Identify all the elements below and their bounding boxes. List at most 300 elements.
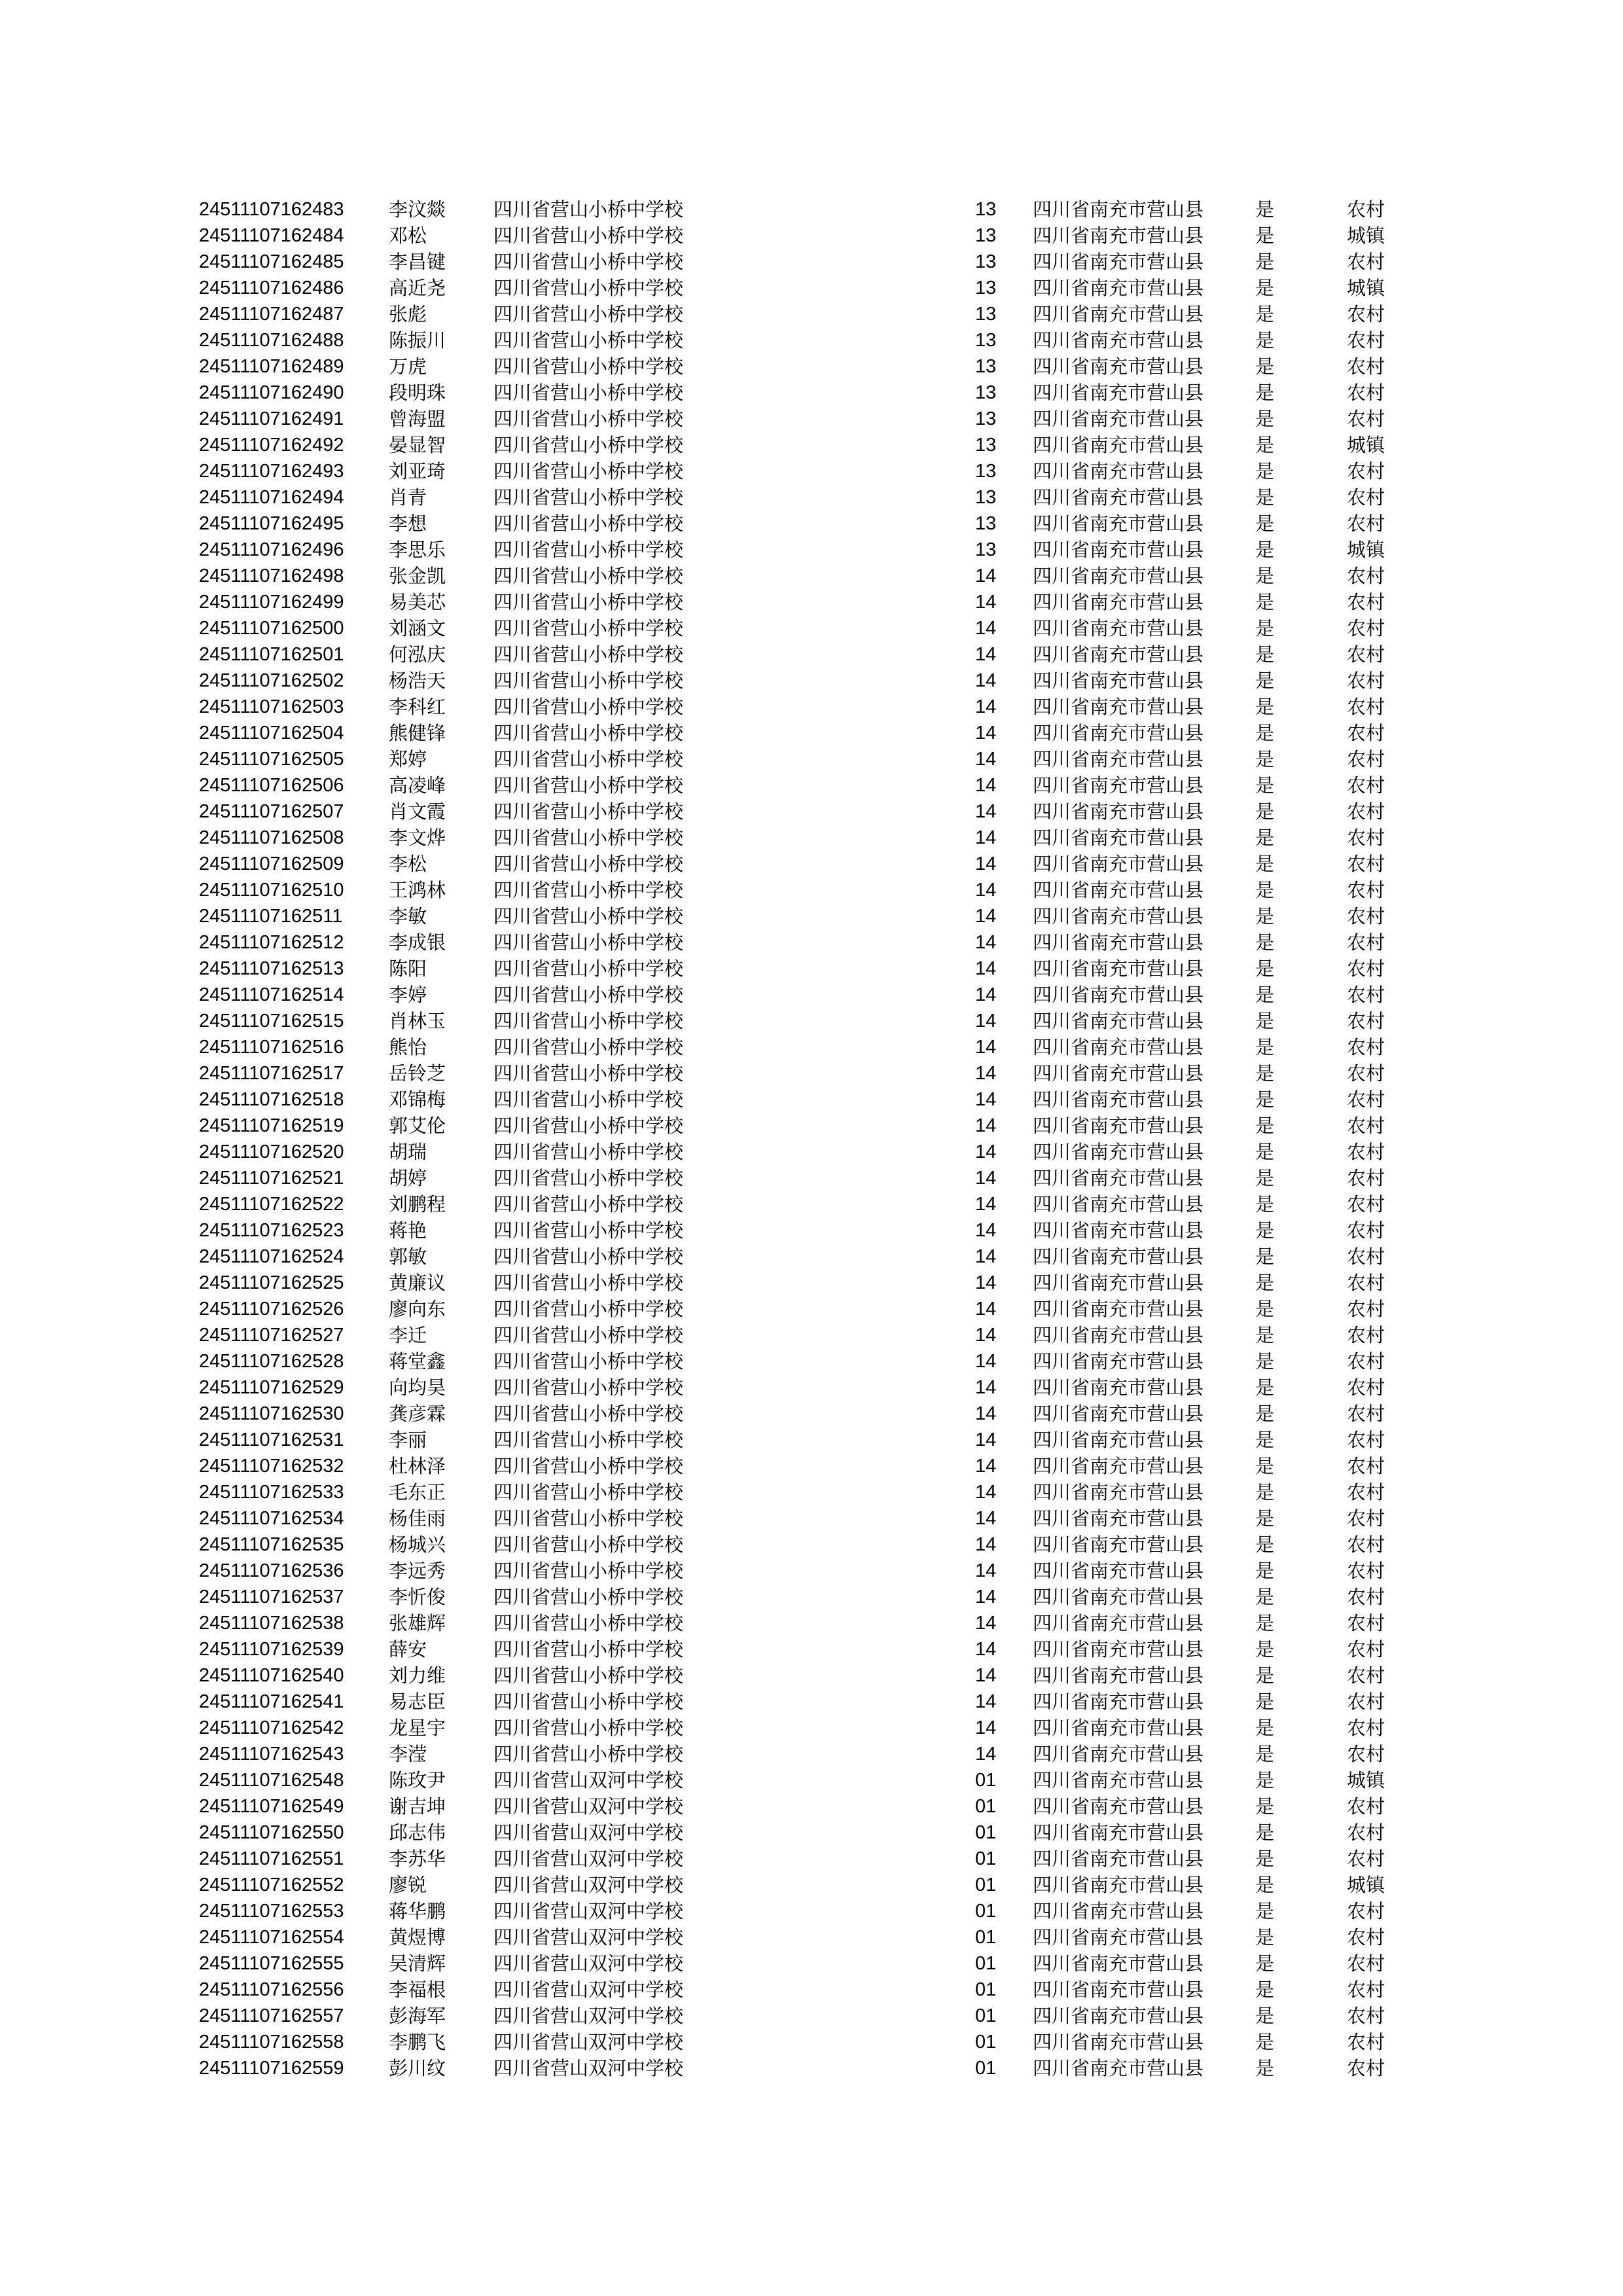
cell-flag: 是 [1255, 1193, 1275, 1215]
cell-student-name: 彭川纹 [389, 2057, 446, 2079]
table-row [199, 929, 1429, 956]
cell-exam-id: 24511107162532 [199, 1456, 344, 1477]
cell-area-type: 农村 [1347, 198, 1385, 221]
cell-area-type: 农村 [1347, 460, 1385, 482]
cell-flag: 是 [1255, 1481, 1275, 1503]
cell-exam-id: 24511107162533 [199, 1482, 344, 1503]
cell-school: 四川省营山小桥中学校 [493, 486, 684, 509]
cell-school: 四川省营山小桥中学校 [493, 277, 684, 299]
table-row [199, 1532, 1429, 1558]
cell-region: 四川省南充市营山县 [1033, 198, 1204, 221]
cell-school: 四川省营山小桥中学校 [493, 198, 684, 221]
cell-school: 四川省营山小桥中学校 [493, 1691, 684, 1713]
cell-school: 四川省营山小桥中学校 [493, 1534, 684, 1556]
cell-region: 四川省南充市营山县 [1033, 905, 1204, 927]
cell-area-type: 农村 [1347, 2005, 1385, 2027]
cell-school: 四川省营山小桥中学校 [493, 1167, 684, 1189]
cell-region: 四川省南充市营山县 [1033, 460, 1204, 482]
cell-school: 四川省营山双河中学校 [493, 1795, 684, 1818]
cell-exam-id: 24511107162483 [199, 199, 344, 220]
cell-class: 01 [975, 1848, 997, 1869]
cell-school: 四川省营山小桥中学校 [493, 853, 684, 875]
cell-area-type: 农村 [1347, 1036, 1385, 1058]
table-row [199, 1008, 1429, 1034]
cell-area-type: 农村 [1347, 1717, 1385, 1739]
cell-region: 四川省南充市营山县 [1033, 1350, 1204, 1372]
table-row [199, 1296, 1429, 1322]
cell-school: 四川省营山小桥中学校 [493, 329, 684, 351]
cell-flag: 是 [1255, 722, 1275, 744]
cell-school: 四川省营山小桥中学校 [493, 800, 684, 823]
cell-area-type: 农村 [1347, 827, 1385, 849]
cell-student-name: 杨城兴 [389, 1534, 446, 1556]
cell-area-type: 农村 [1347, 1298, 1385, 1320]
cell-class: 14 [975, 1482, 997, 1503]
cell-region: 四川省南充市营山县 [1033, 1691, 1204, 1713]
cell-exam-id: 24511107162494 [199, 487, 344, 508]
cell-class: 13 [975, 513, 997, 534]
cell-area-type: 农村 [1347, 1403, 1385, 1425]
cell-region: 四川省南充市营山县 [1033, 1246, 1204, 1268]
table-row [199, 432, 1429, 458]
table-row [199, 877, 1429, 903]
table-row [199, 1113, 1429, 1139]
cell-school: 四川省营山小桥中学校 [493, 774, 684, 797]
table-row [199, 1977, 1429, 2003]
table-row [199, 982, 1429, 1008]
cell-area-type: 农村 [1347, 1638, 1385, 1660]
cell-class: 14 [975, 1168, 997, 1189]
cell-student-name: 李文烨 [389, 827, 446, 849]
cell-school: 四川省营山小桥中学校 [493, 1298, 684, 1320]
cell-area-type: 农村 [1347, 722, 1385, 744]
table-row [199, 511, 1429, 537]
cell-flag: 是 [1255, 1010, 1275, 1032]
cell-exam-id: 24511107162521 [199, 1168, 344, 1189]
cell-area-type: 农村 [1347, 1952, 1385, 1975]
cell-flag: 是 [1255, 355, 1275, 378]
cell-flag: 是 [1255, 2031, 1275, 2053]
cell-class: 01 [975, 1822, 997, 1843]
table-row [199, 720, 1429, 746]
cell-class: 14 [975, 880, 997, 901]
cell-class: 14 [975, 1272, 997, 1293]
table-row [199, 406, 1429, 432]
cell-school: 四川省营山小桥中学校 [493, 722, 684, 744]
cell-student-name: 蒋艳 [389, 1219, 427, 1242]
cell-flag: 是 [1255, 1036, 1275, 1058]
cell-area-type: 农村 [1347, 1586, 1385, 1608]
cell-region: 四川省南充市营山县 [1033, 1403, 1204, 1425]
cell-school: 四川省营山双河中学校 [493, 1979, 684, 2001]
cell-student-name: 李昌键 [389, 251, 446, 273]
cell-area-type: 农村 [1347, 303, 1385, 325]
cell-student-name: 胡瑞 [389, 1141, 427, 1163]
cell-class: 14 [975, 644, 997, 665]
cell-flag: 是 [1255, 1664, 1275, 1687]
cell-region: 四川省南充市营山县 [1033, 1586, 1204, 1608]
cell-flag: 是 [1255, 1848, 1275, 1870]
table-row [199, 1086, 1429, 1113]
cell-area-type: 农村 [1347, 1900, 1385, 1922]
cell-exam-id: 24511107162542 [199, 1717, 344, 1738]
cell-flag: 是 [1255, 774, 1275, 797]
cell-student-name: 熊怡 [389, 1036, 427, 1058]
cell-area-type: 农村 [1347, 355, 1385, 378]
cell-exam-id: 24511107162487 [199, 304, 344, 325]
table-row [199, 1610, 1429, 1636]
cell-flag: 是 [1255, 879, 1275, 901]
cell-flag: 是 [1255, 670, 1275, 692]
table-row [199, 1270, 1429, 1296]
cell-flag: 是 [1255, 277, 1275, 299]
table-row [199, 1244, 1429, 1270]
cell-flag: 是 [1255, 1821, 1275, 1844]
cell-class: 14 [975, 1691, 997, 1712]
cell-area-type: 农村 [1347, 251, 1385, 273]
cell-student-name: 万虎 [389, 355, 427, 378]
cell-class: 01 [975, 1979, 997, 2000]
cell-school: 四川省营山小桥中学校 [493, 1376, 684, 1399]
cell-class: 14 [975, 723, 997, 744]
cell-student-name: 邓锦梅 [389, 1088, 446, 1111]
cell-exam-id: 24511107162536 [199, 1560, 344, 1581]
cell-class: 14 [975, 1744, 997, 1765]
table-row [199, 563, 1429, 589]
cell-region: 四川省南充市营山县 [1033, 2057, 1204, 2079]
cell-exam-id: 24511107162506 [199, 775, 344, 796]
cell-flag: 是 [1255, 1952, 1275, 1975]
table-row [199, 1217, 1429, 1244]
cell-student-name: 刘力维 [389, 1664, 446, 1687]
cell-area-type: 农村 [1347, 1167, 1385, 1189]
cell-region: 四川省南充市营山县 [1033, 879, 1204, 901]
table-row [199, 851, 1429, 877]
cell-region: 四川省南充市营山县 [1033, 224, 1204, 247]
cell-exam-id: 24511107162511 [199, 906, 343, 927]
cell-school: 四川省营山小桥中学校 [493, 1088, 684, 1111]
cell-flag: 是 [1255, 486, 1275, 509]
cell-flag: 是 [1255, 1455, 1275, 1477]
cell-school: 四川省营山小桥中学校 [493, 1586, 684, 1608]
cell-area-type: 农村 [1347, 774, 1385, 797]
cell-flag: 是 [1255, 224, 1275, 247]
cell-flag: 是 [1255, 539, 1275, 561]
cell-school: 四川省营山小桥中学校 [493, 748, 684, 770]
cell-region: 四川省南充市营山县 [1033, 591, 1204, 613]
cell-flag: 是 [1255, 198, 1275, 221]
cell-area-type: 农村 [1347, 1560, 1385, 1582]
cell-student-name: 杨浩天 [389, 670, 446, 692]
table-row [199, 746, 1429, 772]
table-row [199, 1924, 1429, 1950]
cell-student-name: 晏显智 [389, 434, 446, 456]
cell-region: 四川省南充市营山县 [1033, 1848, 1204, 1870]
cell-flag: 是 [1255, 958, 1275, 980]
cell-region: 四川省南充市营山县 [1033, 1900, 1204, 1922]
cell-exam-id: 24511107162516 [199, 1037, 344, 1058]
cell-class: 14 [975, 618, 997, 639]
cell-school: 四川省营山小桥中学校 [493, 643, 684, 666]
cell-school: 四川省营山小桥中学校 [493, 1115, 684, 1137]
table-row [199, 1374, 1429, 1401]
cell-class: 14 [975, 775, 997, 796]
table-row [199, 1401, 1429, 1427]
cell-flag: 是 [1255, 1350, 1275, 1372]
cell-student-name: 李汶燚 [389, 198, 446, 221]
cell-student-name: 刘涵文 [389, 617, 446, 639]
cell-region: 四川省南充市营山县 [1033, 827, 1204, 849]
cell-class: 13 [975, 199, 997, 220]
cell-school: 四川省营山双河中学校 [493, 1874, 684, 1896]
cell-student-name: 吴清辉 [389, 1952, 446, 1975]
cell-exam-id: 24511107162556 [199, 1979, 344, 2000]
cell-class: 14 [975, 801, 997, 822]
cell-school: 四川省营山双河中学校 [493, 1900, 684, 1922]
cell-area-type: 农村 [1347, 1507, 1385, 1530]
cell-region: 四川省南充市营山县 [1033, 277, 1204, 299]
table-row [199, 1060, 1429, 1086]
cell-exam-id: 24511107162489 [199, 356, 344, 377]
table-row [199, 1505, 1429, 1532]
table-row [199, 1950, 1429, 1977]
cell-exam-id: 24511107162514 [199, 984, 344, 1005]
cell-student-name: 肖青 [389, 486, 427, 509]
table-row [199, 668, 1429, 694]
cell-class: 13 [975, 330, 997, 351]
cell-student-name: 黄廉议 [389, 1272, 446, 1294]
table-row [199, 641, 1429, 668]
cell-area-type: 农村 [1347, 617, 1385, 639]
cell-class: 01 [975, 1901, 997, 1922]
cell-area-type: 农村 [1347, 1219, 1385, 1242]
cell-student-name: 李滢 [389, 1743, 427, 1765]
cell-school: 四川省营山小桥中学校 [493, 460, 684, 482]
cell-area-type: 农村 [1347, 1115, 1385, 1137]
cell-school: 四川省营山小桥中学校 [493, 1324, 684, 1346]
cell-area-type: 农村 [1347, 1429, 1385, 1451]
cell-exam-id: 24511107162492 [199, 435, 344, 456]
cell-area-type: 城镇 [1347, 434, 1385, 456]
cell-exam-id: 24511107162491 [199, 408, 344, 429]
cell-student-name: 高凌峰 [389, 774, 446, 797]
cell-region: 四川省南充市营山县 [1033, 696, 1204, 718]
cell-flag: 是 [1255, 1219, 1275, 1242]
cell-student-name: 熊健锋 [389, 722, 446, 744]
cell-area-type: 农村 [1347, 1010, 1385, 1032]
cell-exam-id: 24511107162484 [199, 225, 344, 246]
cell-exam-id: 24511107162496 [199, 539, 344, 560]
cell-class: 14 [975, 1560, 997, 1581]
cell-region: 四川省南充市营山县 [1033, 486, 1204, 509]
cell-exam-id: 24511107162525 [199, 1272, 344, 1293]
cell-area-type: 农村 [1347, 931, 1385, 954]
cell-school: 四川省营山小桥中学校 [493, 670, 684, 692]
cell-school: 四川省营山双河中学校 [493, 2005, 684, 2027]
cell-class: 14 [975, 1377, 997, 1398]
cell-school: 四川省营山小桥中学校 [493, 1455, 684, 1477]
cell-school: 四川省营山小桥中学校 [493, 434, 684, 456]
cell-student-name: 李福根 [389, 1979, 446, 2001]
cell-school: 四川省营山小桥中学校 [493, 1062, 684, 1085]
table-row [199, 537, 1429, 563]
cell-area-type: 农村 [1347, 1272, 1385, 1294]
cell-flag: 是 [1255, 1691, 1275, 1713]
cell-class: 01 [975, 1770, 997, 1791]
cell-school: 四川省营山小桥中学校 [493, 591, 684, 613]
cell-flag: 是 [1255, 1376, 1275, 1399]
cell-class: 14 [975, 1456, 997, 1477]
cell-student-name: 曾海盟 [389, 408, 446, 430]
cell-region: 四川省南充市营山县 [1033, 643, 1204, 666]
cell-flag: 是 [1255, 408, 1275, 430]
cell-class: 01 [975, 2058, 997, 2079]
table-row [199, 1820, 1429, 1846]
cell-class: 14 [975, 1429, 997, 1450]
cell-area-type: 农村 [1347, 958, 1385, 980]
cell-area-type: 农村 [1347, 1743, 1385, 1765]
cell-school: 四川省营山双河中学校 [493, 1952, 684, 1975]
cell-school: 四川省营山小桥中学校 [493, 1429, 684, 1451]
cell-school: 四川省营山双河中学校 [493, 1821, 684, 1844]
cell-exam-id: 24511107162488 [199, 330, 344, 351]
cell-region: 四川省南充市营山县 [1033, 1821, 1204, 1844]
cell-flag: 是 [1255, 1088, 1275, 1111]
table-row [199, 1034, 1429, 1060]
cell-region: 四川省南充市营山县 [1033, 355, 1204, 378]
cell-flag: 是 [1255, 382, 1275, 404]
cell-region: 四川省南充市营山县 [1033, 565, 1204, 587]
cell-flag: 是 [1255, 591, 1275, 613]
table-row [199, 1558, 1429, 1584]
cell-flag: 是 [1255, 1298, 1275, 1320]
cell-exam-id: 24511107162520 [199, 1141, 344, 1162]
table-row [199, 1689, 1429, 1715]
cell-exam-id: 24511107162550 [199, 1822, 344, 1843]
cell-flag: 是 [1255, 2057, 1275, 2079]
cell-area-type: 农村 [1347, 1821, 1385, 1844]
cell-school: 四川省营山小桥中学校 [493, 1272, 684, 1294]
cell-exam-id: 24511107162548 [199, 1770, 344, 1791]
table-row [199, 956, 1429, 982]
cell-student-name: 李想 [389, 512, 427, 535]
cell-school: 四川省营山小桥中学校 [493, 1560, 684, 1582]
cell-student-name: 李丽 [389, 1429, 427, 1451]
cell-class: 14 [975, 1325, 997, 1346]
cell-school: 四川省营山小桥中学校 [493, 1350, 684, 1372]
cell-school: 四川省营山小桥中学校 [493, 565, 684, 587]
cell-school: 四川省营山双河中学校 [493, 2057, 684, 2079]
table-row [199, 275, 1429, 301]
table-row [199, 772, 1429, 798]
cell-region: 四川省南充市营山县 [1033, 1455, 1204, 1477]
cell-class: 01 [975, 1796, 997, 1817]
cell-class: 14 [975, 1587, 997, 1607]
cell-exam-id: 24511107162500 [199, 618, 344, 639]
cell-area-type: 农村 [1347, 408, 1385, 430]
cell-student-name: 李迁 [389, 1324, 427, 1346]
cell-exam-id: 24511107162543 [199, 1744, 344, 1765]
cell-area-type: 农村 [1347, 879, 1385, 901]
cell-student-name: 陈振川 [389, 329, 446, 351]
cell-class: 13 [975, 539, 997, 560]
table-row [199, 615, 1429, 641]
cell-class: 14 [975, 827, 997, 848]
cell-student-name: 李苏华 [389, 1848, 446, 1870]
cell-exam-id: 24511107162509 [199, 853, 344, 874]
cell-student-name: 薛安 [389, 1638, 427, 1660]
cell-region: 四川省南充市营山县 [1033, 1088, 1204, 1111]
table-row [199, 2029, 1429, 2055]
cell-exam-id: 24511107162485 [199, 251, 344, 272]
cell-school: 四川省营山双河中学校 [493, 1769, 684, 1791]
cell-region: 四川省南充市营山县 [1033, 1560, 1204, 1582]
cell-exam-id: 24511107162557 [199, 2005, 344, 2026]
cell-exam-id: 24511107162558 [199, 2032, 344, 2053]
cell-student-name: 黄煜博 [389, 1926, 446, 1948]
cell-class: 14 [975, 1299, 997, 1319]
table-row [199, 249, 1429, 275]
cell-student-name: 张彪 [389, 303, 427, 325]
table-row [199, 1846, 1429, 1872]
table-row [199, 2055, 1429, 2081]
cell-student-name: 李思乐 [389, 539, 446, 561]
cell-flag: 是 [1255, 1429, 1275, 1451]
cell-area-type: 城镇 [1347, 539, 1385, 561]
table-row [199, 327, 1429, 353]
cell-region: 四川省南充市营山县 [1033, 1376, 1204, 1399]
cell-exam-id: 24511107162534 [199, 1508, 344, 1529]
cell-flag: 是 [1255, 1246, 1275, 1268]
cell-region: 四川省南充市营山县 [1033, 1534, 1204, 1556]
cell-flag: 是 [1255, 827, 1275, 849]
cell-region: 四川省南充市营山县 [1033, 958, 1204, 980]
cell-area-type: 城镇 [1347, 224, 1385, 247]
cell-flag: 是 [1255, 565, 1275, 587]
cell-flag: 是 [1255, 1979, 1275, 2001]
cell-area-type: 农村 [1347, 1141, 1385, 1163]
table-row [199, 1715, 1429, 1741]
cell-student-name: 陈阳 [389, 958, 427, 980]
cell-student-name: 胡婷 [389, 1167, 427, 1189]
cell-region: 四川省南充市营山县 [1033, 1743, 1204, 1765]
cell-exam-id: 24511107162519 [199, 1115, 344, 1136]
cell-flag: 是 [1255, 1141, 1275, 1163]
cell-exam-id: 24511107162503 [199, 696, 344, 717]
cell-exam-id: 24511107162512 [199, 932, 344, 953]
cell-exam-id: 24511107162529 [199, 1377, 344, 1398]
cell-region: 四川省南充市营山县 [1033, 1115, 1204, 1137]
cell-region: 四川省南充市营山县 [1033, 1769, 1204, 1791]
cell-exam-id: 24511107162539 [199, 1639, 344, 1660]
cell-class: 14 [975, 1639, 997, 1660]
cell-area-type: 农村 [1347, 905, 1385, 927]
cell-area-type: 农村 [1347, 382, 1385, 404]
cell-student-name: 刘亚琦 [389, 460, 446, 482]
cell-region: 四川省南充市营山县 [1033, 670, 1204, 692]
cell-student-name: 彭海军 [389, 2005, 446, 2027]
cell-exam-id: 24511107162507 [199, 801, 344, 822]
cell-region: 四川省南充市营山县 [1033, 1717, 1204, 1739]
cell-student-name: 易志臣 [389, 1691, 446, 1713]
table-row [199, 694, 1429, 720]
cell-school: 四川省营山小桥中学校 [493, 224, 684, 247]
cell-region: 四川省南充市营山县 [1033, 1979, 1204, 2001]
cell-area-type: 城镇 [1347, 1874, 1385, 1896]
cell-region: 四川省南充市营山县 [1033, 853, 1204, 875]
cell-student-name: 杨佳雨 [389, 1507, 446, 1530]
cell-exam-id: 24511107162495 [199, 513, 344, 534]
